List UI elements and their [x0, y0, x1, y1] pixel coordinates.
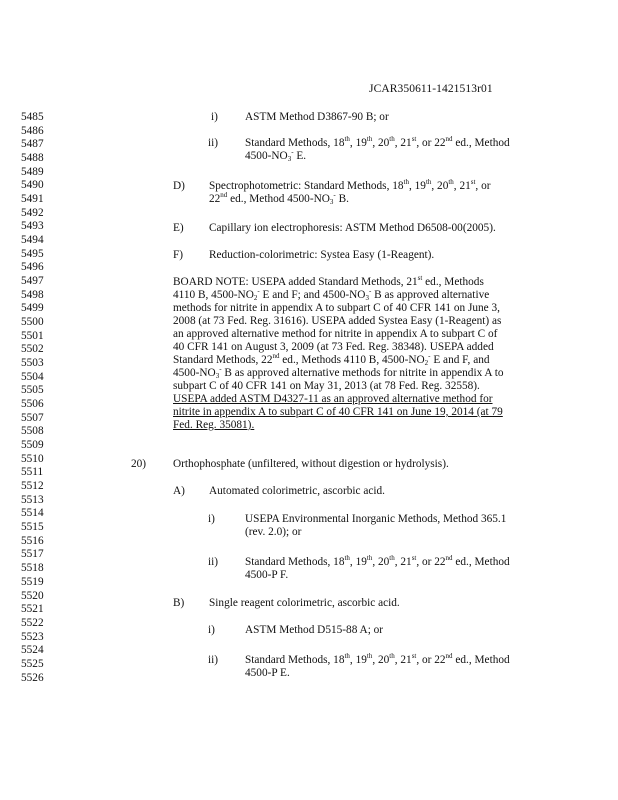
item-B-ii-label: ii) — [208, 654, 219, 666]
item-E-text: Capillary ion electrophoresis: ASTM Method D6508-00(2005). — [209, 222, 496, 234]
line-number: 5511 — [21, 466, 44, 479]
line-number: 5504 — [21, 370, 44, 383]
item-F-text: Reduction-colorimetric: Systea Easy (1-Reagent). — [209, 249, 435, 261]
line-number: 5499 — [21, 302, 44, 315]
line-number: 5522 — [21, 616, 44, 629]
line-number: 5519 — [21, 575, 44, 588]
line-number: 5523 — [21, 630, 44, 643]
line-number: 5500 — [21, 316, 44, 329]
line-number: 5487 — [21, 138, 44, 151]
item-A-text: Automated colorimetric, ascorbic acid. — [209, 485, 385, 497]
line-number: 5486 — [21, 124, 44, 137]
board-note-line: subpart C of 40 CFR 141 on May 31, 2013 (at 78 Fed. Reg. 32558). — [173, 380, 480, 392]
line-number: 5509 — [21, 439, 44, 452]
line-number: 5508 — [21, 425, 44, 438]
line-number: 5516 — [21, 534, 44, 547]
item-B-i-label: i) — [208, 624, 215, 636]
board-note-line: BOARD NOTE: USEPA added Standard Methods, 21st ed., Methods — [173, 274, 484, 288]
line-number: 5485 — [21, 111, 44, 123]
line-number: 5505 — [21, 384, 44, 397]
line-number: 5497 — [21, 275, 44, 287]
board-note-line-added: nitrite in appendix A to subpart C of 40 CFR 141 on June 19, 2014 (at 79 — [173, 406, 503, 418]
line-number: 5503 — [21, 357, 44, 370]
line-number: 5494 — [21, 234, 44, 246]
line-number: 5517 — [21, 548, 44, 561]
board-note-line: $4500-NO_3^-$ B as approved alternative methods for nitrite in appendix A to — [173, 365, 504, 380]
item-B-label: B) — [173, 597, 185, 609]
item-i-text: ASTM Method D3867-90 B; or — [245, 111, 389, 123]
item-A-ii-text: Standard Methods, 18th, 19th, 20th, 21st, or 22nd ed., Method — [245, 554, 510, 568]
item-D-label: D) — [173, 180, 185, 192]
line-number: 5496 — [21, 261, 44, 274]
board-note-line: Standard Methods, 22nd ed., Methods 4110 B, $4500-NO_2^-$ E and F, and — [173, 352, 490, 367]
item-D-text: Spectrophotometric: Standard Methods, 18th, 19th, 20th, 21st, or — [209, 178, 491, 192]
line-number: 5521 — [21, 603, 44, 616]
board-note-line: methods for nitrite in appendix A to subpart C of 40 CFR 141 on June 3, — [173, 302, 500, 314]
line-number: 5498 — [21, 288, 44, 301]
item-E-label: E) — [173, 222, 184, 234]
board-note-line: 2008 (at 73 Fed. Reg. 31616). USEPA added Systea Easy (1-Reagent) as — [173, 315, 502, 327]
item-A-i-text-2: (rev. 2.0); or — [245, 526, 302, 538]
page-header: JCAR350611-1421513r01 — [369, 83, 493, 95]
item-B-i-text: ASTM Method D515-88 A; or — [245, 624, 384, 636]
line-number: 5495 — [21, 247, 44, 260]
board-note-line-added: Fed. Reg. 35081). — [173, 419, 255, 431]
line-number: 5512 — [21, 480, 44, 493]
item-B-ii-text-2: 4500-P E. — [245, 667, 290, 679]
line-number: 5501 — [21, 329, 44, 342]
line-number: 5502 — [21, 343, 44, 356]
item-ii-text-2: $4500-NO_3^-$ E. — [245, 148, 307, 163]
item-A-label: A) — [173, 485, 185, 497]
line-number: 5525 — [21, 657, 44, 670]
item-D-text-2: 22nd ed., Method $4500-NO_3^-$ B. — [209, 191, 349, 206]
line-number: 5488 — [21, 152, 44, 164]
board-note-line: 40 CFR 141 on August 3, 2009 (at 73 Fed. Reg. 38348). USEPA added — [173, 341, 494, 353]
item-F-label: F) — [173, 249, 184, 261]
line-number: 5520 — [21, 589, 44, 602]
line-number: 5490 — [21, 179, 44, 192]
line-number: 5524 — [21, 644, 44, 657]
item-20-text: Orthophosphate (unfiltered, without digestion or hydrolysis). — [173, 458, 449, 470]
line-number: 5492 — [21, 206, 44, 219]
line-number: 5515 — [21, 521, 44, 534]
item-i-label: i) — [211, 111, 218, 123]
line-number: 5489 — [21, 165, 44, 178]
line-number: 5506 — [21, 398, 44, 411]
line-number: 5513 — [21, 493, 44, 506]
line-number: 5518 — [21, 562, 44, 575]
line-number: 5493 — [21, 220, 44, 233]
item-A-ii-label: ii) — [208, 556, 219, 568]
item-A-i-text: USEPA Environmental Inorganic Methods, Method 365.1 — [245, 513, 507, 525]
line-number: 5507 — [21, 411, 44, 424]
board-note-line: an approved alternative method for nitrite in appendix A to subpart C of — [173, 328, 498, 340]
item-ii-text: Standard Methods, 18th, 19th, 20th, 21st, or 22nd ed., Method — [245, 135, 510, 149]
board-note-line-added: USEPA added ASTM D4327-11 as an approved alternative method for — [173, 393, 493, 405]
line-number: 5514 — [21, 507, 44, 520]
item-A-ii-text-2: 4500-P F. — [245, 569, 289, 581]
line-number: 5510 — [21, 452, 44, 465]
item-B-ii-text: Standard Methods, 18th, 19th, 20th, 21st, or 22nd ed., Method — [245, 652, 510, 666]
item-B-text: Single reagent colorimetric, ascorbic acid. — [209, 597, 400, 609]
item-A-i-label: i) — [208, 513, 215, 525]
line-number: 5491 — [21, 193, 44, 205]
line-number: 5526 — [21, 671, 44, 684]
item-ii-label: ii) — [208, 137, 219, 149]
item-20-label: 20) — [131, 458, 147, 470]
board-note-line: 4110 B, $4500-NO_2^-$ E and F; and $4500-NO_3^-$ B as approved alternative — [173, 287, 490, 302]
